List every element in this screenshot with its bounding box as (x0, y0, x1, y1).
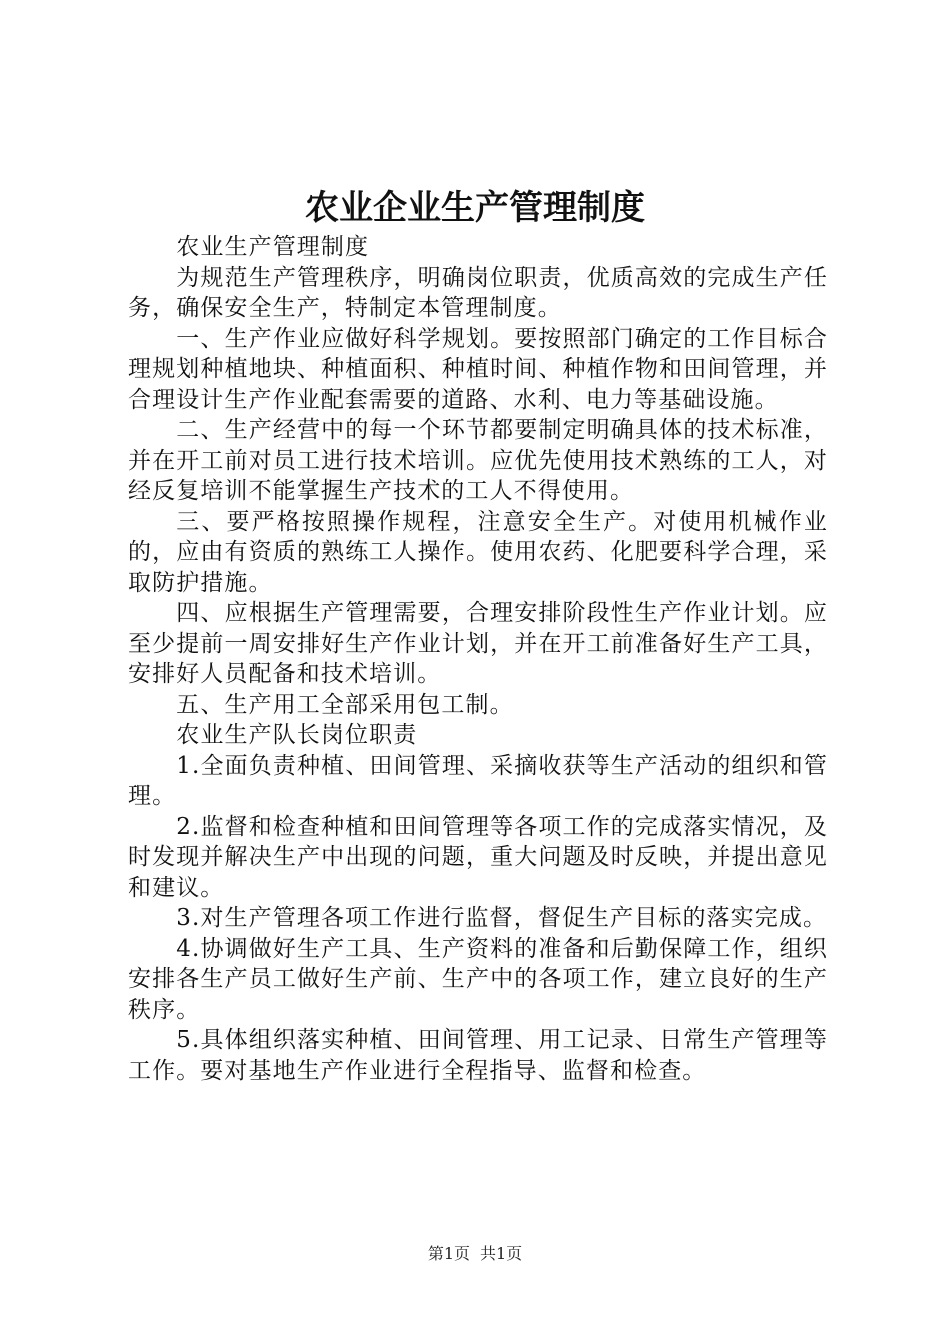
paragraph-rule-1: 一、生产作业应做好科学规划。要按照部门确定的工作目标合理规划种植地块、种植面积、种植时间、种植作物和田间管理，并合理设计生产作业配套需要的道路、水利、电力等基础设施。 (128, 325, 828, 413)
paragraph-duty-2: 2.监督和检查种植和田间管理等各项工作的完成落实情况，及时发现并解决生产中出现的问题，重大问题及时反映，并提出意见和建议。 (128, 813, 828, 901)
paragraph-section-heading: 农业生产队长岗位职责 (176, 722, 418, 748)
page-number-total: 共1页 (480, 1244, 523, 1263)
paragraph-duty-5: 5.具体组织落实种植、田间管理、用工记录、日常生产管理等工作。要对基地生产作业进行全程指导、监督和检查。 (128, 1027, 828, 1084)
paragraph-rule-5: 五、生产用工全部采用包工制。 (176, 691, 514, 718)
document-body (128, 232, 828, 1086)
page-footer (0, 1242, 950, 1266)
paragraph-rule-3: 三、要严格按照操作规程，注意安全生产。对使用机械作业的，应由有资质的熟练工人操作。使用农药、化肥要科学合理，采取防护措施。 (128, 508, 828, 596)
paragraph-subtitle: 农业生产管理制度 (176, 234, 370, 260)
paragraph-duty-3: 3.对生产管理各项工作进行监督，督促生产目标的落实完成。 (176, 905, 828, 931)
document-title: 农业企业生产管理制度 (305, 188, 645, 228)
paragraph-duty-1: 1.全面负责种植、田间管理、采摘收获等生产活动的组织和管理。 (128, 752, 828, 809)
paragraph-duty-4: 4.协调做好生产工具、生产资料的准备和后勤保障工作，组织安排各生产员工做好生产前、生产中的各项工作，建立良好的生产秩序。 (128, 935, 828, 1023)
paragraph-intro: 为规范生产管理秩序，明确岗位职责，优质高效的完成生产任务，确保安全生产，特制定本管理制度。 (128, 264, 828, 321)
paragraph-rule-2: 二、生产经营中的每一个环节都要制定明确具体的技术标准，并在开工前对员工进行技术培训。应优先使用技术熟练的工人，对经反复培训不能掌握生产技术的工人不得使用。 (128, 417, 828, 504)
page-number-current: 第1页 (427, 1244, 470, 1263)
paragraph-rule-4: 四、应根据生产管理需要，合理安排阶段性生产作业计划。应至少提前一周安排好生产作业计划，并在开工前准备好生产工具，安排好人员配备和技术培训。 (128, 600, 828, 687)
